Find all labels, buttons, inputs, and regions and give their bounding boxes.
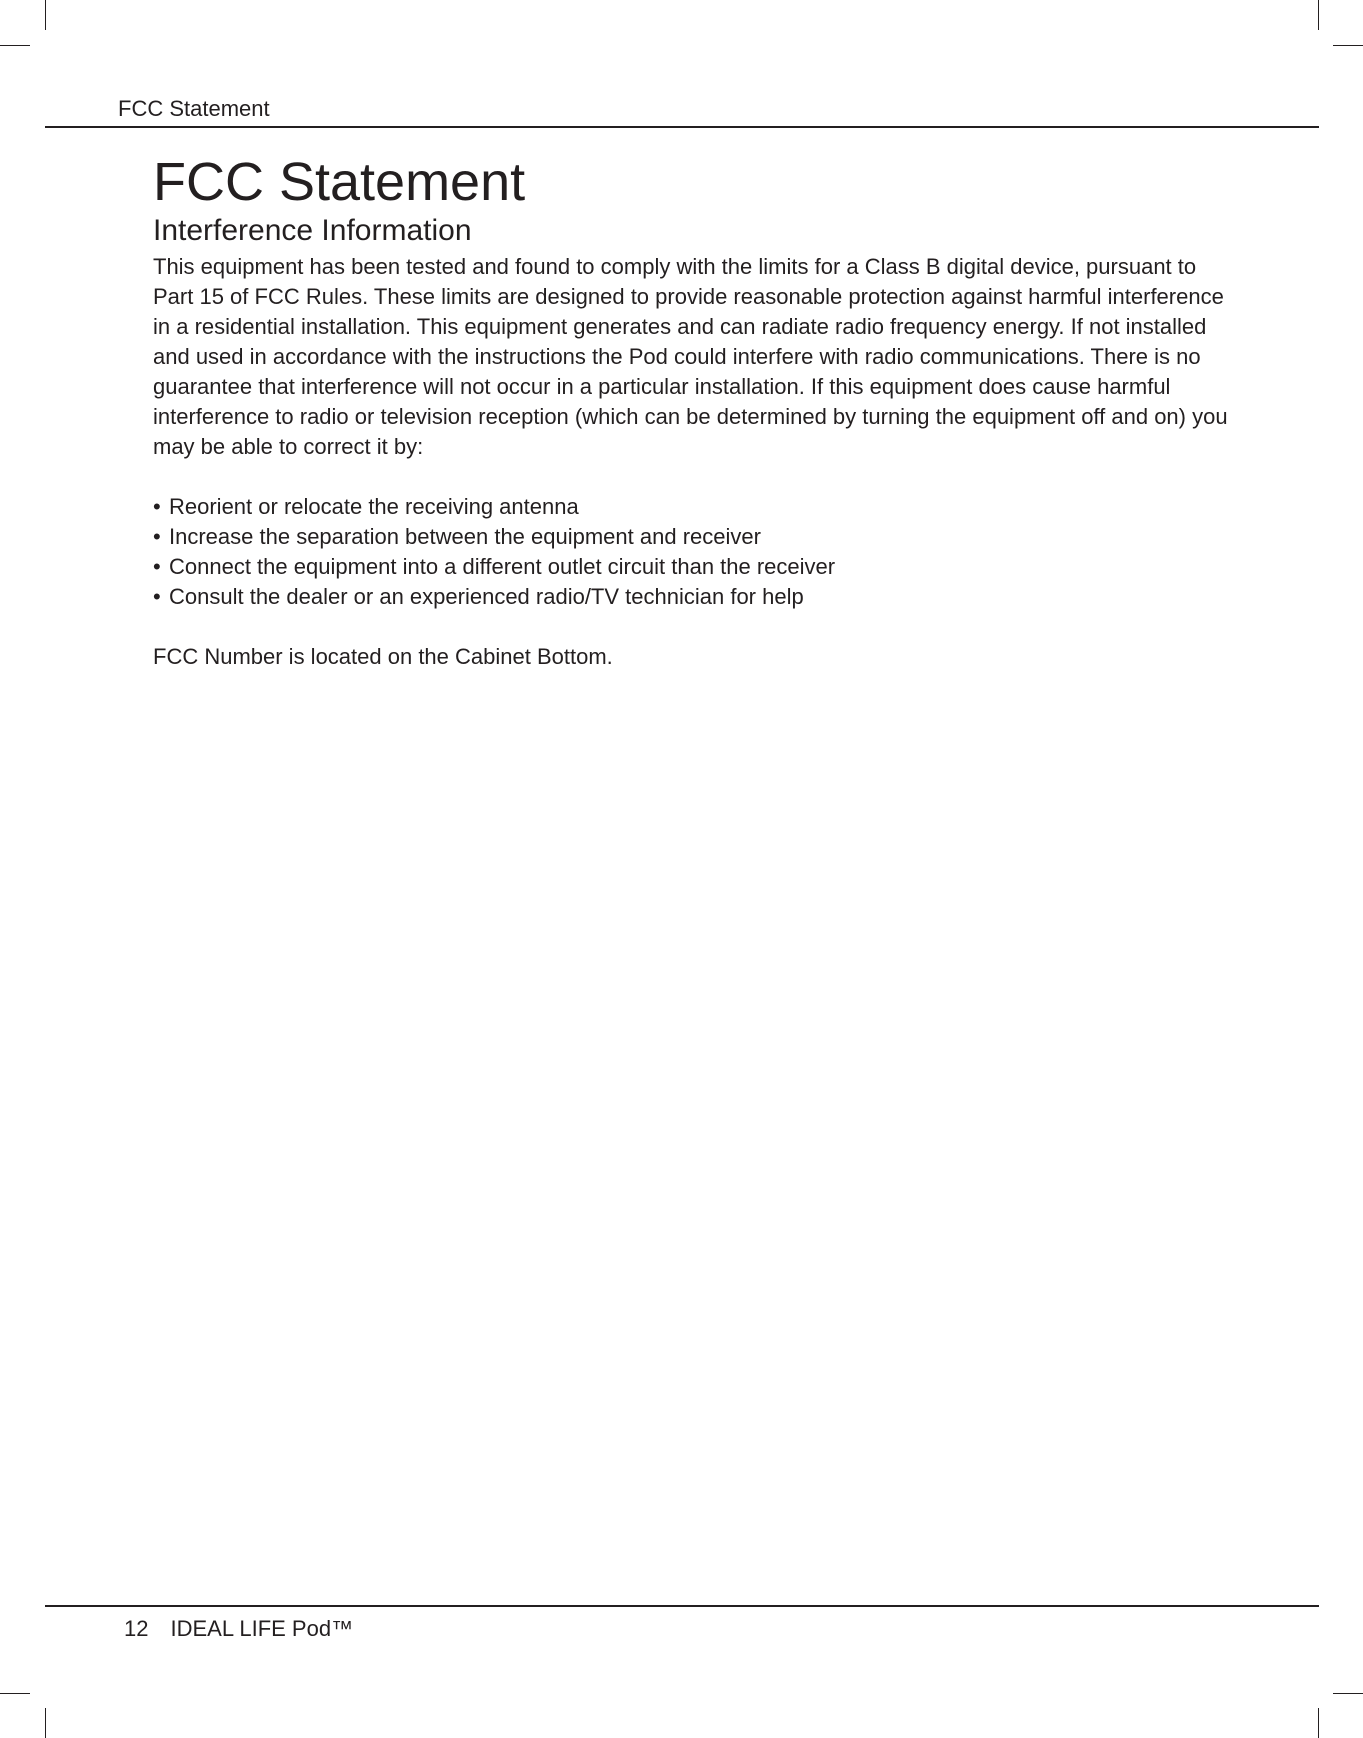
bullet-icon: •	[153, 494, 161, 519]
running-header: FCC Statement	[118, 96, 270, 121]
crop-mark-top-left-horizontal	[0, 45, 30, 46]
page-footer	[124, 1616, 353, 1642]
crop-mark-bottom-right-horizontal	[1333, 1693, 1363, 1694]
list-item	[153, 522, 1253, 552]
crop-mark-bottom-left-horizontal	[0, 1693, 30, 1694]
list-item	[153, 582, 1253, 612]
fcc-number-note: FCC Number is located on the Cabinet Bottom.	[153, 644, 613, 669]
list-item-text: Increase the separation between the equipment and receiver	[169, 524, 761, 549]
footer-rule	[45, 1605, 1319, 1607]
list-item	[153, 552, 1253, 582]
crop-mark-top-left-vertical	[45, 0, 46, 30]
list-item	[153, 492, 1253, 522]
list-item-text: Consult the dealer or an experienced radio/TV technician for help	[169, 584, 804, 609]
crop-mark-bottom-left-vertical	[45, 1708, 46, 1738]
crop-mark-top-right-horizontal	[1333, 45, 1363, 46]
page-number: 12	[124, 1616, 149, 1641]
page-title: FCC Statement	[153, 152, 526, 212]
crop-mark-top-right-vertical	[1318, 0, 1319, 30]
page-content	[153, 150, 1253, 672]
list-item-text: Reorient or relocate the receiving antenna	[169, 494, 579, 519]
list-item-text: Connect the equipment into a different outlet circuit than the receiver	[169, 554, 836, 579]
section-heading: Interference Information	[153, 214, 472, 247]
bullet-icon: •	[153, 554, 161, 579]
product-name: IDEAL LIFE Pod™	[170, 1616, 354, 1641]
remedy-list	[153, 492, 1253, 612]
bullet-icon: •	[153, 524, 161, 549]
crop-mark-bottom-right-vertical	[1318, 1708, 1319, 1738]
header-rule	[45, 126, 1319, 128]
bullet-icon: •	[153, 584, 161, 609]
interference-paragraph: This equipment has been tested and found to comply with the limits for a Class B digital device, pursuant to Part 15 of FCC Rules. These limits are designed to provide reasonable protection against harmful interference in a residential installation. This equipment generates and can radiate radio frequency energy. If not installed and used in accordance with the instructions the Pod could interfere with radio communications. There is no guarantee that interference will not occur in a particular installation. If this equipment does cause harmful interference to radio or television reception (which can be determined by turning the equipment off and on) you may be able to correct it by:	[153, 254, 1228, 459]
